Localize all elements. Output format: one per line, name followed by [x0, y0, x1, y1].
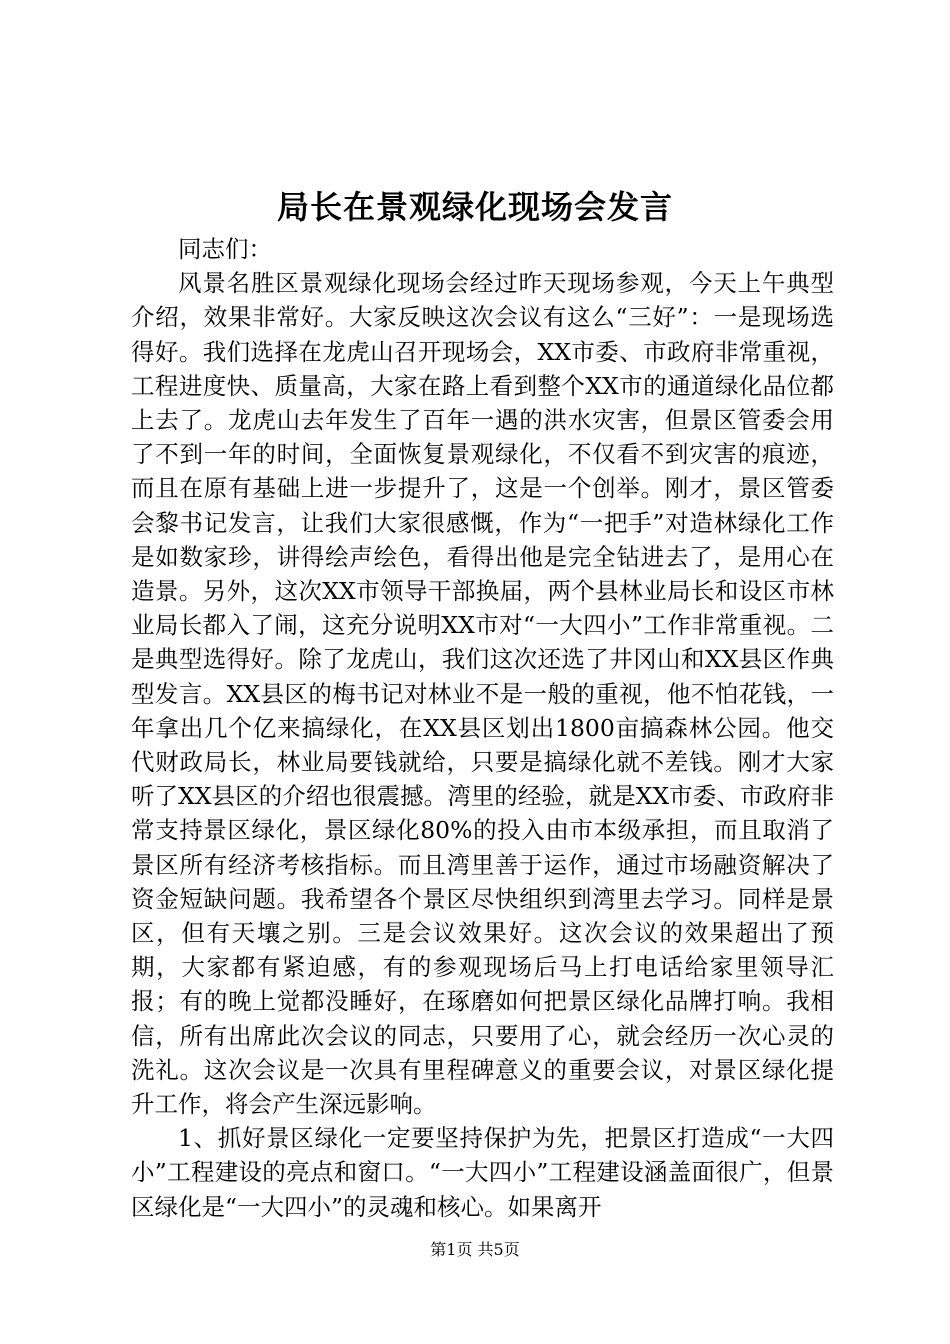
salutation: 同志们：: [178, 235, 272, 263]
document-title: 局长在景观绿化现场会发言: [276, 188, 673, 226]
document-body: [131, 232, 834, 1224]
page-footer: 第1页 共5页: [430, 1240, 520, 1259]
paragraph-2: 1、抓好景区绿化一定要坚持保护为先，把景区打造成“一大四小”工程建设的亮点和窗口。“一大四小”工程建设涵盖面很广，但景区绿化是“一大四小”的灵魂和核心。如果离开: [131, 1124, 834, 1221]
paragraph-1: 风景名胜区景观绿化现场会经过昨天现场参观，今天上午典型介绍，效果非常好。大家反映这次会议有这么“三好”：一是现场选得好。我们选择在龙虎山召开现场会，XX市委、市政府非常重视，工程进度快、质量高，大家在路上看到整个XX市的通道绿化品位都上去了。龙虎山去年发生了百年一遇的洪水灾害，但景区管委会用了不到一年的时间，全面恢复景观绿化，不仅看不到灾害的痕迹，而且在原有基础上进一步提升了，这是一个创举。刚才，景区管委会黎书记发言，让我们大家很感慨，作为“一把手”对造林绿化工作是如数家珍，讲得绘声绘色，看得出他是完全钻进去了，是用心在造景。另外，这次XX市领导干部换届，两个县林业局长和设区市林业局长都入了闹，这充分说明XX市对“一大四小”工作非常重视。二是典型选得好。除了龙虎山，我们这次还选了井冈山和XX县区作典型发言。XX县区的梅书记对林业不是一般的重视，他不怕花钱，一年拿出几个亿来搞绿化，在XX县区划出1800亩搞森林公园。他交代财政局长，林业局要钱就给，只要是搞绿化就不差钱。刚才大家听了XX县区的介绍也很震撼。湾里的经验，就是XX市委、市政府非常支持景区绿化，景区绿化80%的投入由市本级承担，而且取消了景区所有经济考核指标。而且湾里善于运作，通过市场融资解决了资金短缺问题。我希望各个景区尽快组织到湾里去学习。同样是景区，但有天壤之别。三是会议效果好。这次会议的效果超出了预期，大家都有紧迫感，有的参观现场后马上打电话给家里领导汇报；有的晚上觉都没睡好，在琢磨如何把景区绿化品牌打响。我相信，所有出席此次会议的同志，只要用了心，就会经历一次心灵的洗礼。这次会议是一次具有里程碑意义的重要会议，对景区绿化提升工作，将会产生深远影响。: [131, 269, 834, 1119]
